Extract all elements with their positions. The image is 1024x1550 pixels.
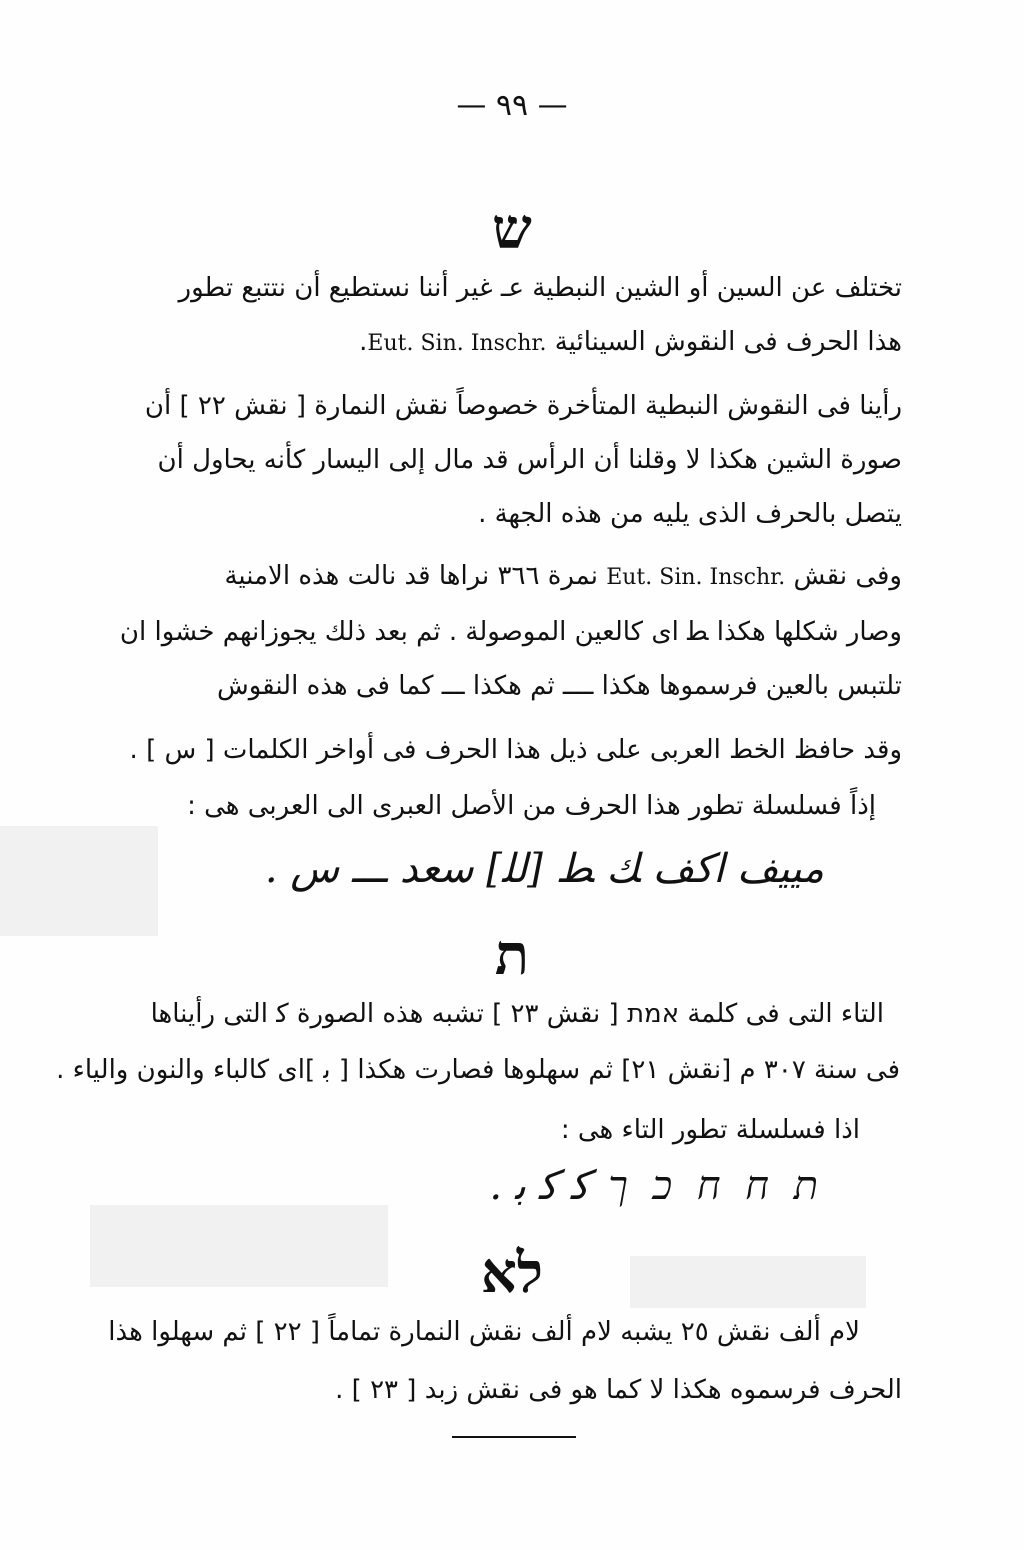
lamalef-line-1: لام ألف نقش ٢٥ يشبه لام ألف نقش النمارة تماماً [ ٢٢ ] ثم سهلوا هذا [108, 1317, 860, 1347]
tav-evolution-chain: ת ח ח כ ך ﻛ ﻛ ﺑ . [489, 1163, 824, 1209]
shin-evolution-chain: ﻣﻴﻴﻒ ﺍﻛﻒ ﻚ ﻂ [ﻟﻠ] ﺳﻌﺪ ـــ س . [264, 846, 824, 892]
shin-line-5: يتصل بالحرف الذى يليه من هذه الجهة . [478, 499, 902, 529]
scan-shade-left [0, 826, 158, 936]
lamalef-line-2: الحرف فرسموه هكذا ﻻ كما هو فى نقش زبد [ ٢٣ ] . [335, 1375, 902, 1405]
shin-line-6-start: وفى نقش [793, 561, 902, 591]
heading-lamalef: לא [480, 1240, 544, 1306]
latin-reference: Eut. Sin. Inschr. [367, 331, 547, 356]
tav-line-1: التاء التى فى كلمة אמת [ نقش ٢٣ ] تشبه هذه الصورة ﻛ التى رأيناها [150, 999, 884, 1029]
shin-line-7: وصار شكلها هكذا ﻄ اى كالعين الموصولة . ثم بعد ذلك يجوزانهم خشوا ان [119, 617, 902, 647]
end-rule [452, 1436, 576, 1438]
page-number: — ٩٩ — [456, 88, 568, 123]
shin-line-8: تلتبس بالعين فرسموها هكذا ــــ ثم هكذا ـــ كما فى هذه النقوش [217, 671, 902, 701]
heading-tav: ת [494, 922, 530, 988]
shin-line-2-text: هذا الحرف فى النقوش السينائية [554, 327, 902, 357]
shin-line-9: وقد حافظ الخط العربى على ذيل هذا الحرف فى أواخر الكلمات [ س ] . [129, 735, 902, 765]
shin-line-1: تختلف عن السين أو الشين النبطية ﻋـ غير أننا نستطيع أن نتتبع تطور [178, 273, 902, 303]
shin-line-6 [122, 556, 902, 598]
shin-line-3: رأينا فى النقوش النبطية المتأخرة خصوصاً نقش النمارة [ نقش ٢٢ ] أن [144, 391, 902, 421]
latin-reference-2: Eut. Sin. Inschr. [606, 565, 786, 590]
shin-line-4: صورة الشين هكذا ﻻ وقلنا أن الرأس قد مال إلى اليسار كأنه يحاول أن [157, 445, 902, 475]
tav-line-3: اذا فسلسلة تطور التاء هى : [560, 1115, 860, 1145]
heading-shin: ש [492, 196, 532, 262]
shin-line-2: هذا الحرف فى النقوش السينائية Eut. Sin. Inschr.. [359, 327, 902, 357]
shin-line-10: إذاً فسلسلة تطور هذا الحرف من الأصل العبرى الى العربى هى : [187, 791, 876, 821]
tav-line-2: فى سنة ٣٠٧ م [نقش ٢١] ثم سهلوها فصارت هكذا [ ﺑ ]اى كالباء والنون والياء . [56, 1055, 900, 1085]
shin-line-6-end: نمرة ٣٦٦ نراها قد نالت هذه الامنية [224, 561, 598, 591]
